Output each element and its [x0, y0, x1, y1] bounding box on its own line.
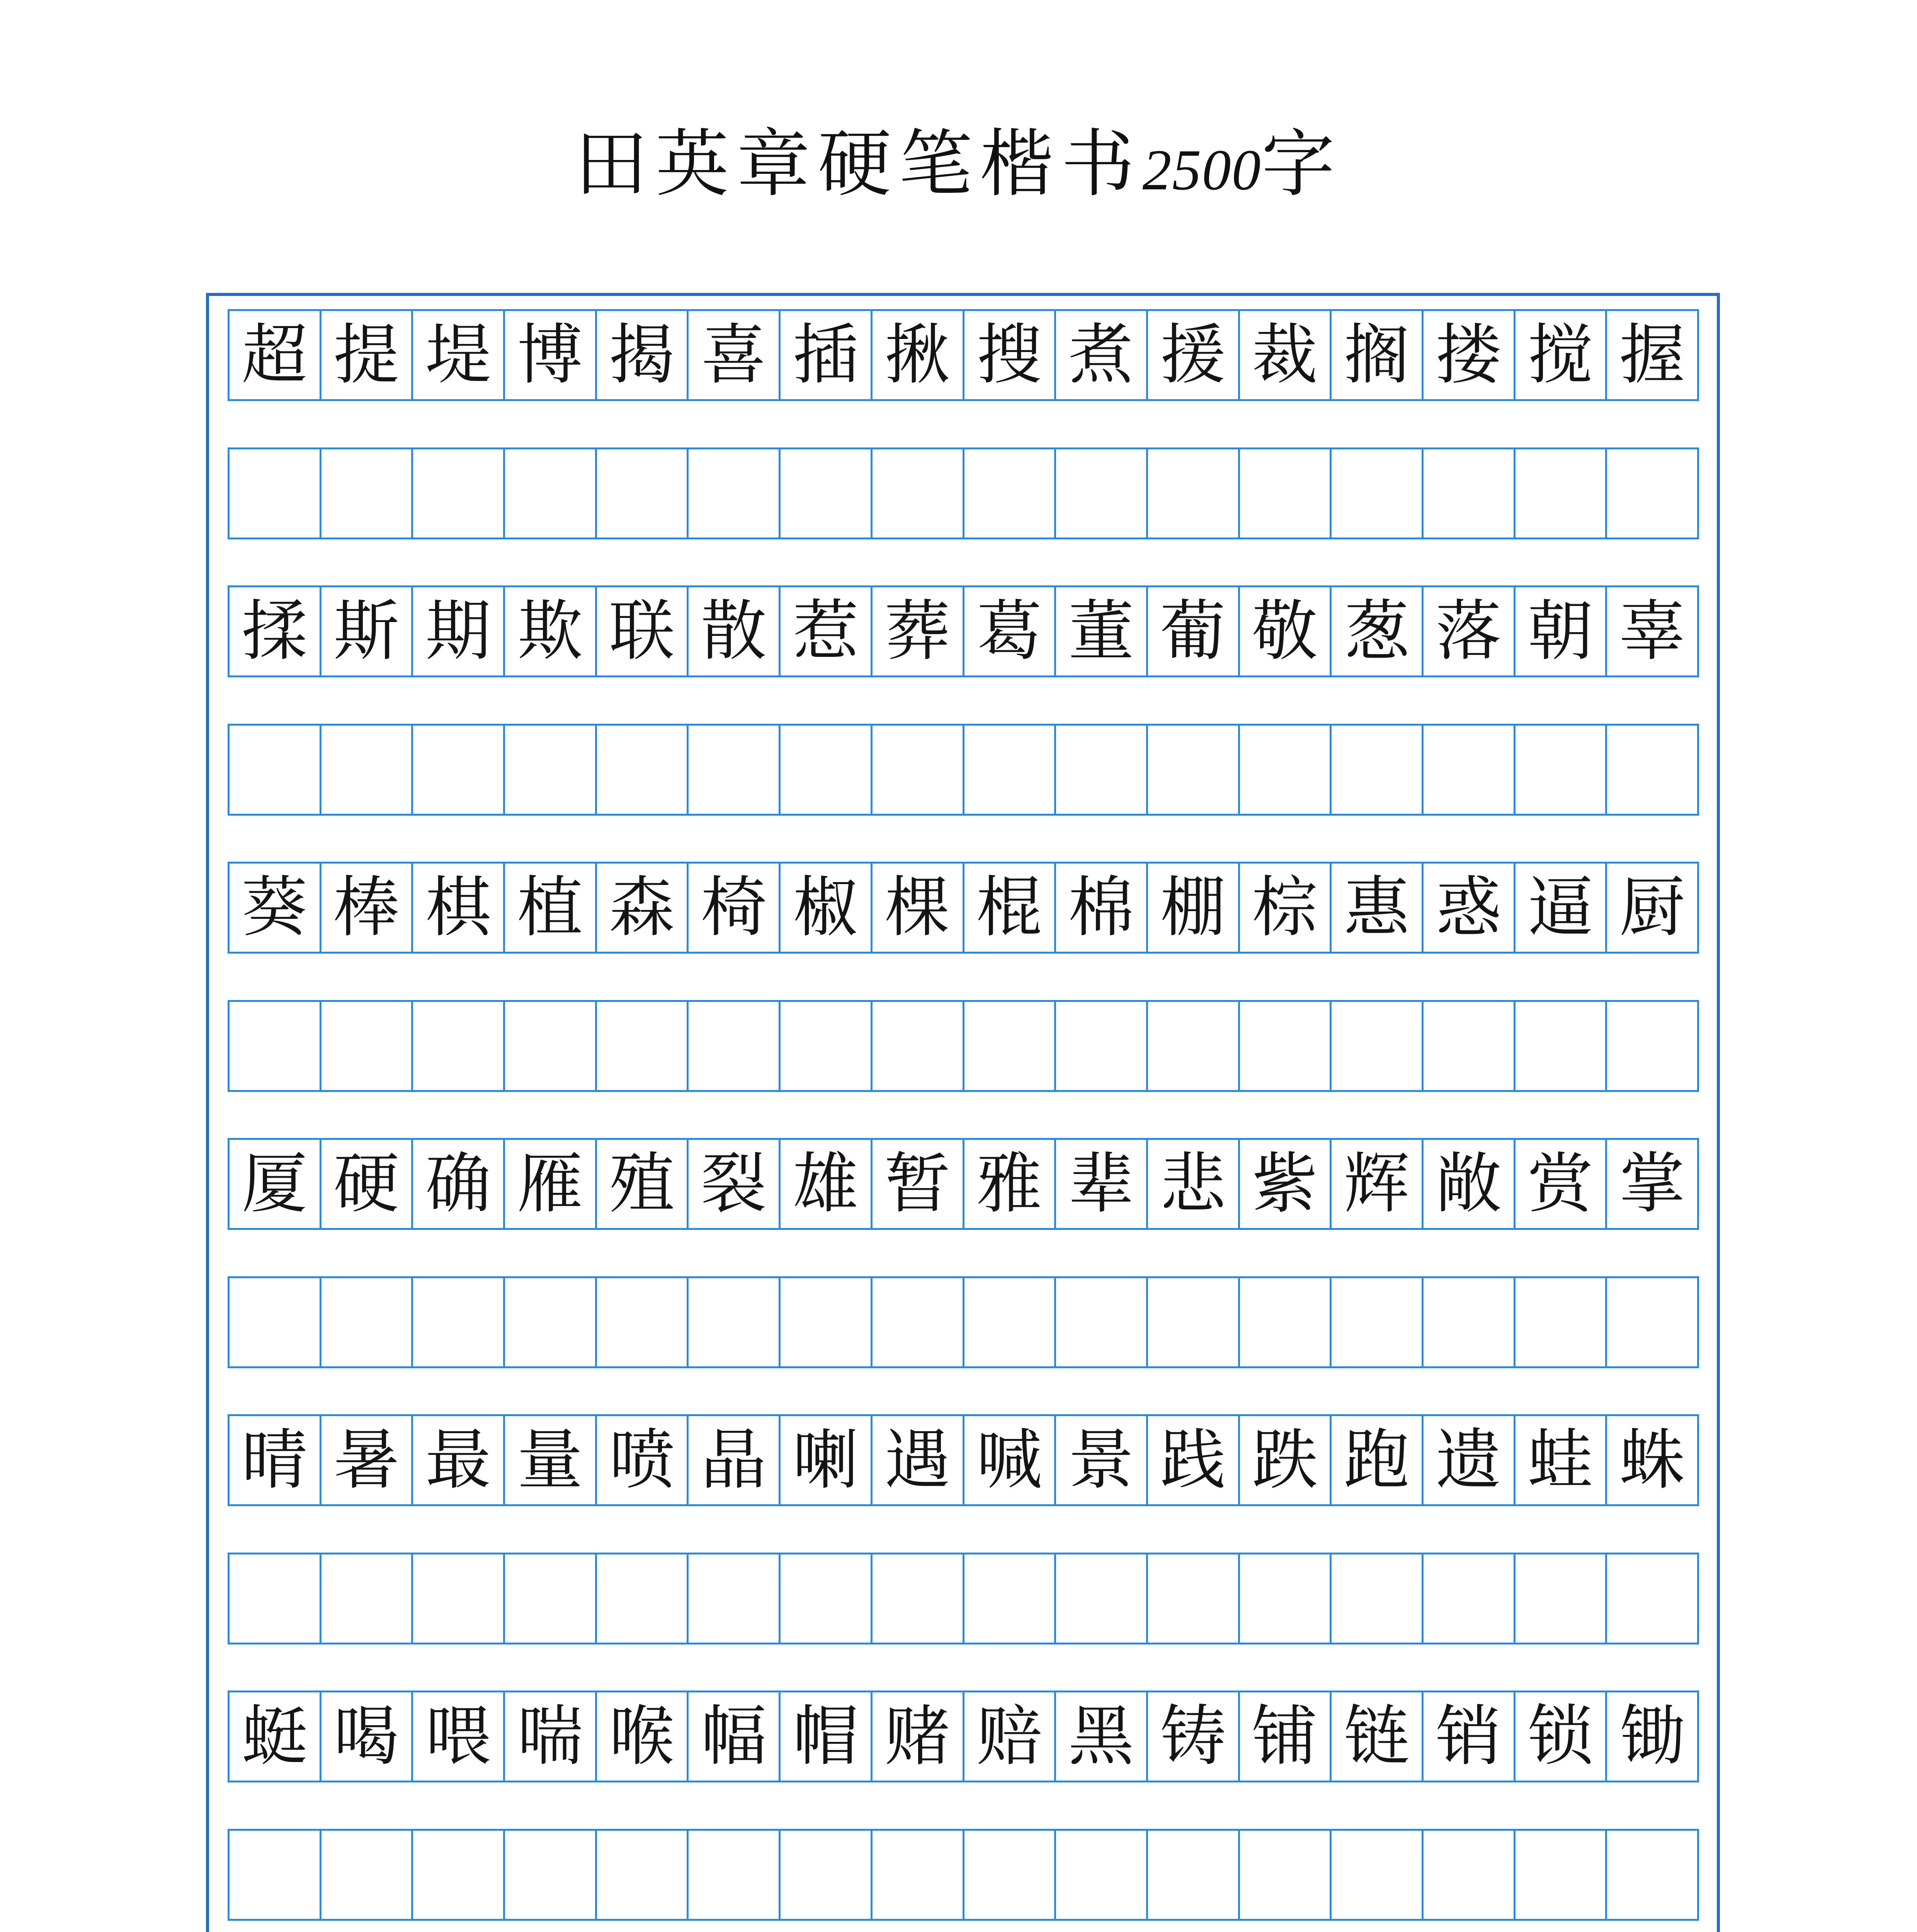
practice-cell[interactable] — [1607, 1278, 1699, 1366]
character-cell: 揭 — [597, 311, 689, 399]
character-cell: 链 — [1332, 1692, 1424, 1781]
practice-cell[interactable] — [1332, 1002, 1424, 1090]
practice-cell[interactable] — [1148, 1278, 1240, 1366]
character-cell: 惠 — [1332, 864, 1424, 952]
character-cell: 棵 — [873, 864, 964, 952]
character-cell: 惹 — [781, 587, 873, 675]
practice-cell[interactable] — [597, 726, 689, 814]
practice-cell[interactable] — [1424, 1831, 1516, 1919]
practice-row — [228, 1553, 1699, 1645]
practice-cell[interactable] — [781, 1831, 873, 1919]
character-cell: 暂 — [873, 1140, 964, 1228]
practice-cell[interactable] — [781, 449, 873, 537]
character-cell: 插 — [781, 311, 873, 399]
practice-cell[interactable] — [1056, 449, 1148, 537]
practice-cell[interactable] — [1332, 449, 1424, 537]
character-cell: 掌 — [1607, 1140, 1699, 1228]
practice-cell[interactable] — [781, 1278, 873, 1366]
practice-cell[interactable] — [321, 1554, 413, 1643]
character-cell: 搅 — [1516, 311, 1607, 399]
character-cell: 欺 — [505, 587, 597, 675]
practice-cell[interactable] — [1240, 1002, 1332, 1090]
character-cell: 森 — [597, 864, 689, 952]
character-cell: 裂 — [689, 1140, 781, 1228]
practice-cell[interactable] — [230, 1831, 321, 1919]
character-cell: 逼 — [1516, 864, 1607, 952]
practice-cell[interactable] — [321, 1278, 413, 1366]
character-cell: 遇 — [873, 1416, 964, 1504]
character-row — [228, 309, 1699, 401]
character-cell: 喘 — [505, 1692, 597, 1781]
practice-cell[interactable] — [873, 1554, 964, 1643]
practice-cell[interactable] — [1148, 449, 1240, 537]
practice-cell[interactable] — [321, 726, 413, 814]
character-cell: 葡 — [1148, 587, 1240, 675]
practice-cell[interactable] — [505, 1554, 597, 1643]
character-cell: 葱 — [1332, 587, 1424, 675]
practice-cell[interactable] — [230, 1002, 321, 1090]
character-cell: 幅 — [689, 1692, 781, 1781]
practice-cell[interactable] — [1056, 726, 1148, 814]
character-cell: 暑 — [321, 1416, 413, 1504]
practice-cell[interactable] — [597, 1554, 689, 1643]
character-cell: 联 — [597, 587, 689, 675]
character-cell: 敬 — [1240, 587, 1332, 675]
practice-cell[interactable] — [321, 1831, 413, 1919]
character-cell: 厦 — [230, 1140, 321, 1228]
practice-cell[interactable] — [1056, 1554, 1148, 1643]
character-cell: 椒 — [781, 864, 873, 952]
practice-cell[interactable] — [230, 1278, 321, 1366]
practice-cell[interactable] — [873, 1278, 964, 1366]
character-cell: 搁 — [1332, 311, 1424, 399]
character-cell: 煮 — [1056, 311, 1148, 399]
practice-row — [228, 724, 1699, 816]
practice-cell[interactable] — [1332, 726, 1424, 814]
practice-cell[interactable] — [964, 449, 1056, 537]
practice-cell[interactable] — [597, 1831, 689, 1919]
practice-cell[interactable] — [1516, 1831, 1607, 1919]
practice-cell[interactable] — [1607, 726, 1699, 814]
character-cell: 赔 — [964, 1692, 1056, 1781]
practice-row — [228, 1829, 1699, 1921]
practice-cell[interactable] — [964, 726, 1056, 814]
practice-cell[interactable] — [1607, 1002, 1699, 1090]
character-cell: 裁 — [1240, 311, 1332, 399]
character-cell: 喝 — [321, 1692, 413, 1781]
character-cell: 喂 — [413, 1692, 505, 1781]
practice-cell[interactable] — [1516, 1002, 1607, 1090]
practice-cell[interactable] — [413, 1831, 505, 1919]
character-cell: 椅 — [689, 864, 781, 952]
practice-row — [228, 1276, 1699, 1368]
character-cell: 揉 — [230, 587, 321, 675]
practice-cell[interactable] — [1240, 1831, 1332, 1919]
character-cell: 赏 — [1516, 1140, 1607, 1228]
practice-cell[interactable] — [1424, 726, 1516, 814]
character-cell: 惑 — [1424, 864, 1516, 952]
practice-cell[interactable] — [505, 1278, 597, 1366]
character-cell: 确 — [413, 1140, 505, 1228]
practice-cell[interactable] — [964, 1831, 1056, 1919]
character-cell: 硬 — [321, 1140, 413, 1228]
character-row — [228, 585, 1699, 677]
practice-cell[interactable] — [1332, 1831, 1424, 1919]
character-cell: 握 — [1607, 311, 1699, 399]
character-cell: 喷 — [597, 1416, 689, 1504]
practice-cell[interactable] — [505, 726, 597, 814]
character-cell: 葵 — [230, 864, 321, 952]
character-cell: 量 — [505, 1416, 597, 1504]
page-title — [0, 121, 1917, 207]
practice-cell[interactable] — [1332, 1554, 1424, 1643]
practice-cell[interactable] — [321, 449, 413, 537]
character-row — [228, 1414, 1699, 1506]
character-cell: 跌 — [1240, 1416, 1332, 1504]
practice-cell[interactable] — [1056, 1002, 1148, 1090]
character-cell: 朝 — [1516, 587, 1607, 675]
practice-cell[interactable] — [1607, 449, 1699, 537]
practice-cell[interactable] — [230, 1554, 321, 1643]
character-cell: 葛 — [964, 587, 1056, 675]
character-cell: 铺 — [1240, 1692, 1332, 1781]
character-row — [228, 862, 1699, 954]
practice-cell[interactable] — [1607, 1554, 1699, 1643]
character-cell: 锁 — [1516, 1692, 1607, 1781]
character-cell: 喜 — [689, 311, 781, 399]
character-cell: 落 — [1424, 587, 1516, 675]
character-cell: 喊 — [964, 1416, 1056, 1504]
character-cell: 棉 — [1056, 864, 1148, 952]
practice-cell[interactable] — [1056, 1831, 1148, 1919]
practice-cell[interactable] — [1148, 726, 1240, 814]
character-cell: 辜 — [1607, 587, 1699, 675]
practice-cell[interactable] — [1424, 1554, 1516, 1643]
practice-cell[interactable] — [1148, 1554, 1240, 1643]
practice-cell[interactable] — [1516, 726, 1607, 814]
practice-cell[interactable] — [597, 1278, 689, 1366]
character-cell: 黑 — [1056, 1692, 1148, 1781]
practice-cell[interactable] — [413, 449, 505, 537]
character-cell: 厨 — [1607, 864, 1699, 952]
practice-cell[interactable] — [1516, 1278, 1607, 1366]
practice-cell[interactable] — [689, 1831, 781, 1919]
practice-cell[interactable] — [413, 1278, 505, 1366]
character-cell: 棚 — [1148, 864, 1240, 952]
practice-cell[interactable] — [1424, 449, 1516, 537]
character-cell: 棕 — [1240, 864, 1332, 952]
practice-cell[interactable] — [230, 726, 321, 814]
practice-cell[interactable] — [1056, 1278, 1148, 1366]
character-cell: 遗 — [1424, 1416, 1516, 1504]
character-cell: 棋 — [413, 864, 505, 952]
practice-row — [228, 1000, 1699, 1092]
practice-cell[interactable] — [873, 1831, 964, 1919]
practice-cell[interactable] — [505, 449, 597, 537]
character-cell: 援 — [1148, 311, 1240, 399]
practice-cell[interactable] — [689, 449, 781, 537]
character-cell: 蜓 — [230, 1692, 321, 1781]
practice-cell[interactable] — [1607, 1831, 1699, 1919]
practice-cell[interactable] — [1148, 1831, 1240, 1919]
character-row — [228, 1690, 1699, 1782]
practice-cell[interactable] — [964, 1554, 1056, 1643]
character-cell: 棍 — [964, 864, 1056, 952]
character-cell: 践 — [1148, 1416, 1240, 1504]
page-title-text: 田英章硬笔楷书 — [574, 121, 1143, 207]
practice-cell[interactable] — [689, 1002, 781, 1090]
character-cell: 喉 — [597, 1692, 689, 1781]
character-cell: 斯 — [321, 587, 413, 675]
character-cell: 晶 — [689, 1416, 781, 1504]
practice-cell[interactable] — [873, 726, 964, 814]
character-cell: 揪 — [873, 311, 964, 399]
character-cell: 雅 — [964, 1140, 1056, 1228]
character-cell: 悲 — [1148, 1140, 1240, 1228]
page-title-suffix: 字 — [1261, 121, 1343, 207]
character-cell: 销 — [1424, 1692, 1516, 1781]
character-cell: 帽 — [781, 1692, 873, 1781]
character-cell: 雁 — [505, 1140, 597, 1228]
practice-cell[interactable] — [1240, 449, 1332, 537]
character-cell: 晴 — [230, 1416, 321, 1504]
character-row — [228, 1138, 1699, 1230]
character-cell: 蛛 — [1607, 1416, 1699, 1504]
practice-cell[interactable] — [413, 726, 505, 814]
character-cell: 搂 — [1424, 311, 1516, 399]
practice-cell[interactable] — [1516, 449, 1607, 537]
character-cell: 锄 — [1607, 1692, 1699, 1781]
practice-cell[interactable] — [597, 449, 689, 537]
character-cell: 散 — [689, 587, 781, 675]
practice-cell[interactable] — [873, 449, 964, 537]
character-cell: 堤 — [413, 311, 505, 399]
practice-cell[interactable] — [597, 1002, 689, 1090]
character-cell: 植 — [505, 864, 597, 952]
character-cell: 喇 — [781, 1416, 873, 1504]
character-cell: 超 — [230, 311, 321, 399]
page-title-number: 2500 — [1142, 138, 1262, 202]
practice-cell[interactable] — [1240, 726, 1332, 814]
practice-cell[interactable] — [230, 449, 321, 537]
character-cell: 葬 — [873, 587, 964, 675]
practice-cell[interactable] — [321, 1002, 413, 1090]
character-cell: 期 — [413, 587, 505, 675]
practice-cell[interactable] — [1148, 1002, 1240, 1090]
practice-cell[interactable] — [964, 1002, 1056, 1090]
practice-row — [228, 447, 1699, 539]
character-cell: 赌 — [873, 1692, 964, 1781]
practice-cell[interactable] — [689, 726, 781, 814]
practice-cell[interactable] — [505, 1831, 597, 1919]
character-cell: 搜 — [964, 311, 1056, 399]
practice-cell[interactable] — [689, 1554, 781, 1643]
character-cell: 敞 — [1424, 1140, 1516, 1228]
practice-cell[interactable] — [413, 1002, 505, 1090]
character-cell: 提 — [321, 311, 413, 399]
practice-cell[interactable] — [689, 1278, 781, 1366]
character-cell: 雄 — [781, 1140, 873, 1228]
character-cell: 殖 — [597, 1140, 689, 1228]
character-cell: 董 — [1056, 587, 1148, 675]
practice-cell[interactable] — [781, 1554, 873, 1643]
character-cell: 蛙 — [1516, 1416, 1607, 1504]
character-cell: 最 — [413, 1416, 505, 1504]
practice-cell[interactable] — [1332, 1278, 1424, 1366]
practice-cell[interactable] — [1424, 1002, 1516, 1090]
practice-cell[interactable] — [873, 1002, 964, 1090]
character-cell: 铸 — [1148, 1692, 1240, 1781]
character-cell: 博 — [505, 311, 597, 399]
practice-cell[interactable] — [1240, 1554, 1332, 1643]
practice-cell[interactable] — [781, 1002, 873, 1090]
practice-cell[interactable] — [964, 1278, 1056, 1366]
character-cell: 跑 — [1332, 1416, 1424, 1504]
character-cell: 紫 — [1240, 1140, 1332, 1228]
practice-cell[interactable] — [1424, 1278, 1516, 1366]
practice-cell[interactable] — [781, 726, 873, 814]
practice-cell[interactable] — [505, 1002, 597, 1090]
character-cell: 辈 — [1056, 1140, 1148, 1228]
character-cell: 棒 — [321, 864, 413, 952]
character-cell: 辉 — [1332, 1140, 1424, 1228]
character-cell: 景 — [1056, 1416, 1148, 1504]
practice-cell[interactable] — [1240, 1278, 1332, 1366]
practice-cell[interactable] — [1516, 1554, 1607, 1643]
practice-cell[interactable] — [413, 1554, 505, 1643]
